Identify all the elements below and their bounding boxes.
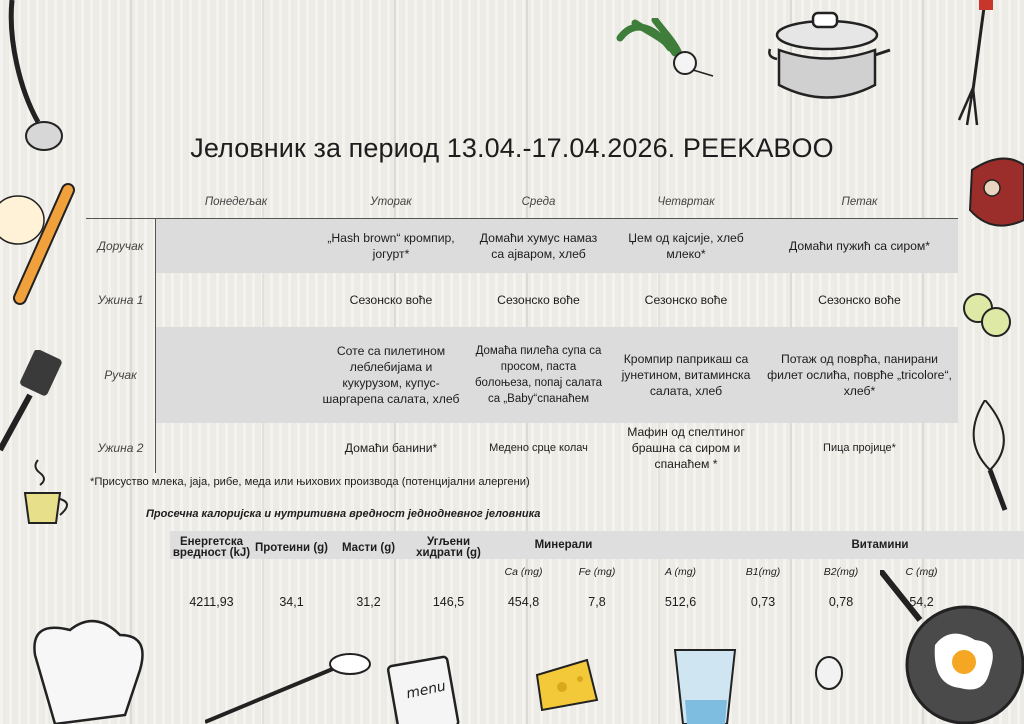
meal-label: Ручак — [86, 327, 156, 423]
day-header: Понедељак — [204, 196, 268, 208]
carbs-value: 146,5 — [432, 595, 465, 609]
meal-cell: Џем од кајсије, хлеб млеко* — [611, 219, 761, 273]
meal-cell: Мафин од спелтиног брашна са сиром и спанаћем * — [627, 425, 745, 471]
meal-cell: Медено срце колач — [489, 442, 588, 454]
protein-value: 34,1 — [279, 595, 304, 609]
meal-row-snack-2 — [86, 423, 958, 473]
meal-label: Ужина 1 — [86, 273, 156, 327]
day-header: Четвртак — [657, 196, 715, 208]
vitamin-b2-value: 0,78 — [828, 595, 854, 609]
vitamin-a-subheader: A (mg) — [664, 566, 697, 578]
subheader-row — [490, 559, 1024, 585]
group-spacer — [637, 531, 717, 559]
meal-cell — [156, 273, 316, 327]
spatula-icon — [0, 350, 75, 460]
menu-board-icon — [385, 655, 465, 724]
nutrition-header — [170, 531, 963, 585]
vitamin-b1-value: 0,73 — [750, 595, 776, 609]
fe-subheader: Fe (mg) — [578, 566, 616, 578]
meal-cell: Домаћи банини* — [344, 441, 438, 455]
meal-cell: Домаћи пужић са сиром* — [761, 219, 958, 273]
meal-cell: Сезонско воће — [349, 293, 433, 307]
radish-icon — [615, 18, 715, 78]
meal-cell: Сезонско воће — [818, 293, 901, 307]
meal-cell: Домаћи хумус намаз са ајваром, хлеб — [466, 219, 611, 273]
meal-cell — [156, 423, 316, 473]
chef-hat-icon — [15, 615, 155, 724]
menu-table — [86, 186, 958, 473]
energy-header: Енергетска вредност (kJ) — [172, 536, 251, 559]
meal-cell: Кромпир паприкаш са јунетином, витаминска салата, хлеб — [611, 327, 761, 423]
cooking-pot-icon — [765, 5, 895, 110]
vitamin-b1-subheader: B1(mg) — [745, 566, 781, 578]
menu-header-empty — [86, 186, 156, 218]
fork-icon — [945, 0, 1005, 130]
meal-label: Ужина 2 — [86, 423, 156, 473]
spoon-icon — [205, 650, 375, 724]
meal-cell: „Hash brown“ кромпир, јогурт* — [316, 219, 466, 273]
minerals-header: Минерали — [534, 538, 593, 551]
page-title: Јеловник за период 13.04.-17.04.2026. PEEKABOO — [190, 133, 834, 163]
meal-row-lunch — [86, 327, 958, 423]
meal-cell: Домаћа пилећа супа са просом, паста болоњеза, попај салата са „Baby“спанаћем — [466, 327, 611, 423]
fat-value: 31,2 — [356, 595, 381, 609]
meal-row-breakfast — [86, 219, 958, 273]
ca-subheader: Ca (mg) — [504, 566, 543, 578]
cucumber-slices-icon — [958, 290, 1024, 340]
energy-value: 4211,93 — [189, 595, 234, 609]
fat-header: Масти (g) — [341, 542, 396, 554]
nutrition-group-headers — [490, 531, 1024, 585]
meal-label: Доручак — [86, 219, 156, 273]
group-header-row — [490, 531, 1024, 559]
measuring-cup-icon — [665, 640, 755, 724]
protein-header: Протеини (g) — [254, 542, 329, 554]
meal-cell: Сезонско воће — [644, 293, 728, 307]
egg-icon — [812, 652, 846, 692]
fe-value: 7,8 — [588, 595, 606, 609]
ca-value: 454,8 — [507, 595, 540, 609]
svg-text:menu: menu — [404, 678, 448, 703]
vitamin-c-value: 54,2 — [909, 595, 934, 609]
vitamin-c-subheader: C (mg) — [905, 566, 938, 578]
day-header: Уторак — [370, 196, 412, 208]
vitamins-header: Витамини — [851, 538, 909, 551]
meal-row-snack-1 — [86, 273, 958, 327]
nutrition-main-headers — [170, 531, 490, 585]
nutrition-table — [170, 531, 963, 619]
carbs-header: Угљени хидрати (g) — [416, 536, 481, 559]
vitamin-a-value: 512,6 — [664, 595, 697, 609]
vitamin-b2-subheader: B2(mg) — [823, 566, 859, 578]
nutrition-subtitle: Просечна калоријска и нутритивна вредност једнодневног јеловника — [146, 508, 541, 520]
meal-cell — [156, 327, 316, 423]
day-header: Петак — [841, 196, 878, 208]
allergen-note: *Присуство млека, јаја, рибе, меда или њихових производа (потенцијални алергени) — [90, 476, 530, 488]
nutrition-values-row — [170, 585, 963, 619]
day-header: Среда — [521, 196, 556, 208]
whisk-icon — [965, 400, 1024, 520]
coffee-cup-icon — [20, 455, 80, 530]
meal-cell: Пица пројице* — [823, 442, 896, 454]
meal-cell: Соте са пилетином леблебијама и кукурузом, купус-шаргарепа салата, хлеб — [316, 327, 466, 423]
menu-header-row — [86, 186, 958, 219]
rolling-pin-icon — [0, 180, 90, 315]
meal-cell: Потаж од поврћа, панирани филет ослића, поврће „tricolore“, хлеб* — [761, 327, 958, 423]
meal-cell — [156, 219, 316, 273]
meal-cell: Сезонско воће — [497, 293, 580, 307]
cheese-icon — [532, 655, 602, 715]
